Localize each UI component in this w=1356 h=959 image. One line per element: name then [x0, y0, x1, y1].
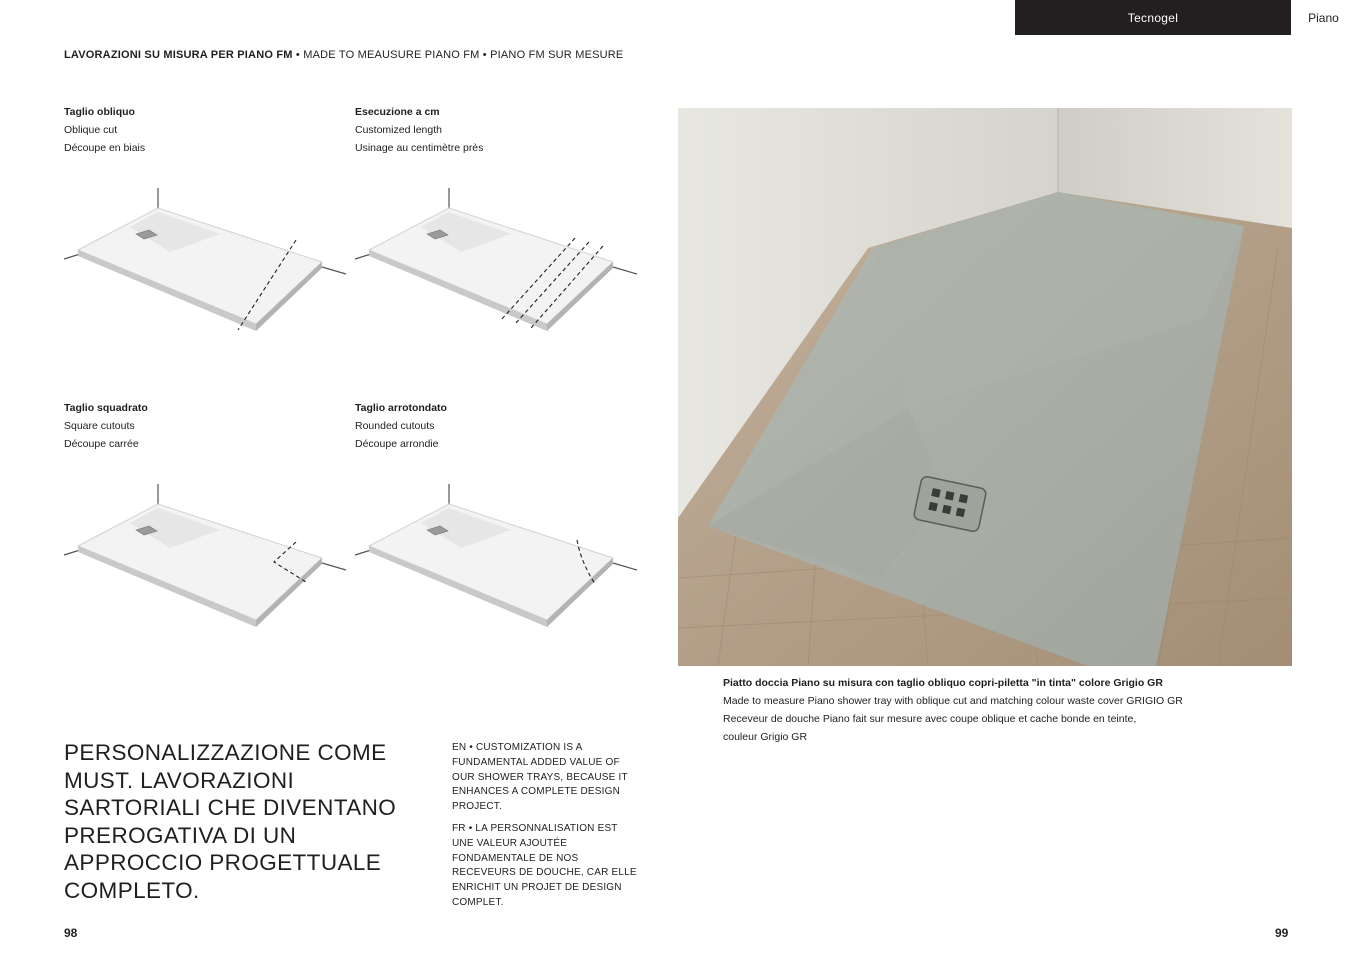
option-en: Oblique cut	[64, 124, 118, 136]
shower-tray-photo-image	[678, 108, 1292, 666]
tray-rounded-cutouts-illustration	[351, 478, 641, 638]
side-text-fr: FR • LA PERSONNALISATION EST UNE VALEUR AJOUTÉE FONDAMENTALE DE NOS RECEVEURS DE DOUCHE, CAR ELLE ENRICHIT UN PROJET DE DESIGN COMPLET.	[452, 822, 637, 908]
side-text-en: EN • CUSTOMIZATION IS A FUNDAMENTAL ADDED VALUE OF OUR SHOWER TRAYS, BECAUSE IT ENHANCES A COMPLETE DESIGN PROJECT.	[452, 742, 628, 813]
section-title-rest: • MADE TO MEAUSURE PIANO FM • PIANO FM SUR MESURE	[292, 49, 624, 61]
option-title: Taglio arrotondato	[355, 402, 447, 414]
option-fr: Découpe arrondie	[355, 438, 439, 450]
option-en: Customized length	[355, 124, 442, 136]
caption-fr-line2: couleur Grigio GR	[723, 731, 808, 743]
option-square-cutouts	[64, 399, 324, 453]
page-number-left: 98	[64, 926, 78, 940]
product-tab[interactable]: Piano	[1291, 0, 1356, 35]
section-title	[64, 49, 623, 61]
option-customized-length	[355, 103, 615, 157]
option-en: Rounded cutouts	[355, 420, 435, 432]
tray-customized-length-illustration	[351, 182, 641, 342]
option-title: Taglio obliquo	[64, 106, 135, 118]
option-fr: Découpe en biais	[64, 142, 146, 154]
option-title: Taglio squadrato	[64, 402, 148, 414]
page-number-right: 99	[1275, 926, 1289, 940]
caption-fr-line1: Receveur de douche Piano fait sur mesure avec coupe oblique et cache bonde en teinte,	[723, 713, 1137, 725]
shower-tray-photo	[678, 108, 1292, 666]
option-title: Esecuzione a cm	[355, 106, 440, 118]
brand-tab[interactable]: Tecnogel	[1015, 0, 1291, 35]
headline: PERSONALIZZAZIONE COME MUST. LAVORAZIONI SARTORIALI CHE DIVENTANO PREROGATIVA DI UN APPROCCIO PROGETTUALE COMPLETO.	[64, 740, 397, 903]
tray-square-cutouts-illustration	[60, 478, 350, 638]
option-fr: Découpe carrée	[64, 438, 139, 450]
option-rounded-cutouts	[355, 399, 615, 453]
option-fr: Usinage au centimètre près	[355, 142, 484, 154]
option-en: Square cutouts	[64, 420, 135, 432]
side-description	[452, 741, 642, 918]
tray-oblique-cut-illustration	[60, 182, 350, 342]
caption-it: Piatto doccia Piano su misura con taglio obliquo copri-piletta "in tinta" colore Grigio GR	[723, 677, 1163, 689]
caption-en: Made to measure Piano shower tray with oblique cut and matching colour waste cover GRIGIO GR	[723, 695, 1183, 707]
photo-caption	[723, 674, 1283, 746]
option-oblique-cut	[64, 103, 324, 157]
section-title-bold: LAVORAZIONI SU MISURA PER PIANO FM	[64, 49, 293, 61]
